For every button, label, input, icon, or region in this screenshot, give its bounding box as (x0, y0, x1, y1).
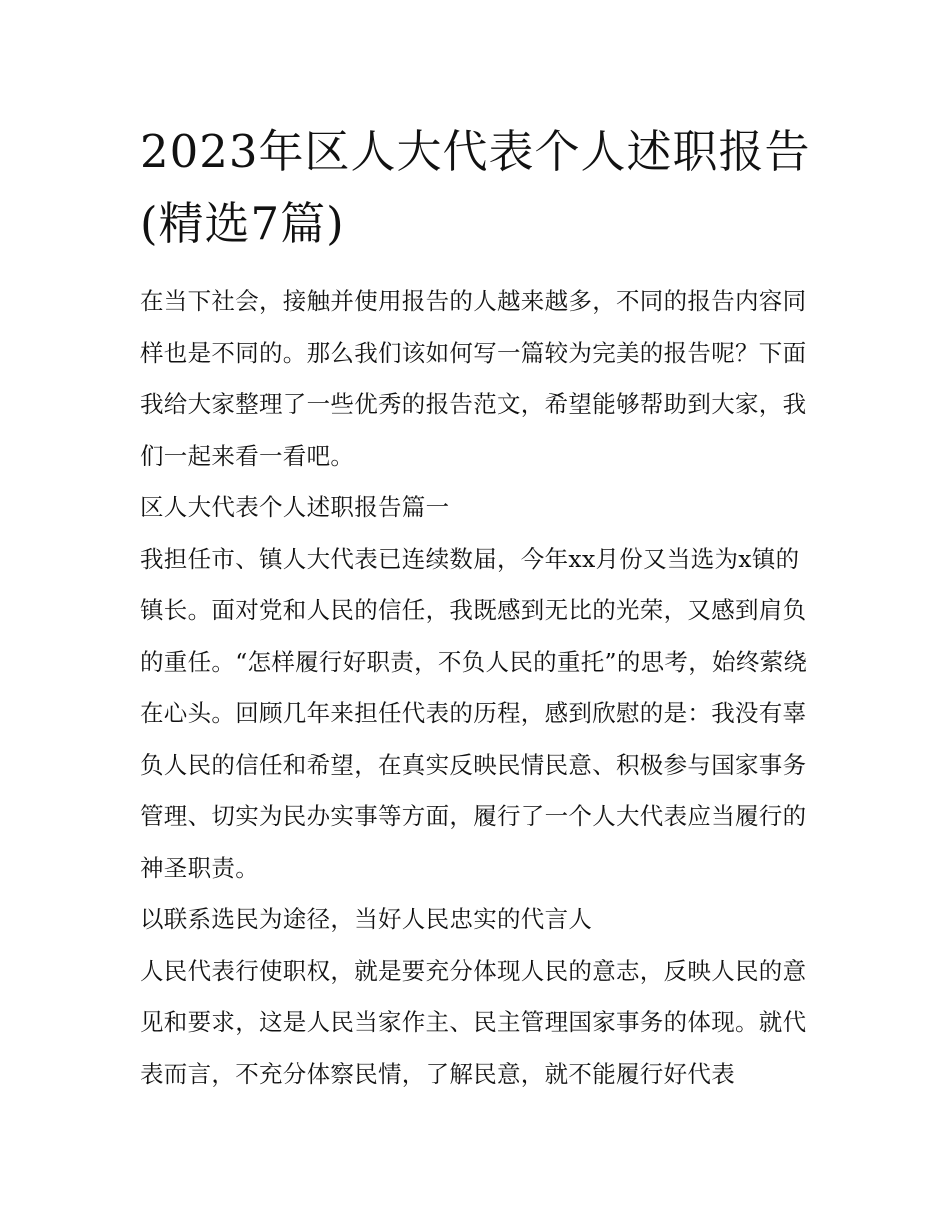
intro-paragraph: 在当下社会，接触并使用报告的人越来越多，不同的报告内容同样也是不同的。那么我们该如何写一篇较为完美的报告呢？下面我给大家整理了一些优秀的报告范文，希望能够帮助到大家，我们一起来看一看吧。 (140, 287, 807, 470)
body-paragraph-1: 我担任市、镇人大代表已连续数届，今年xx月份又当选为x镇的镇长。面对党和人民的信任，我既感到无比的光荣，又感到肩负的重任。“怎样履行好职责，不负人民的重托”的思考，始终萦绕在心头。回顾几年来担任代表的历程，感到欣慰的是：我没有辜负人民的信任和希望，在真实反映民情民意、积极参与国家事务管理、切实为民办实事等方面，履行了一个人大代表应当履行的神圣职责。 (140, 544, 808, 882)
section-heading-1: 区人大代表个人述职报告篇一 (140, 493, 450, 521)
document-title: 2023年区人大代表个人述职报告(精选7篇) (140, 125, 811, 250)
subsection-heading-1: 以联系选民为途径，当好人民忠实的代言人 (140, 905, 593, 933)
body-paragraph-2: 人民代表行使职权，就是要充分体现人民的意志，反映人民的意见和要求，这是人民当家作主、民主管理国家事务的体现。就代表而言，不充分体察民情，了解民意，就不能履行好代表 (140, 956, 807, 1088)
document-body (140, 276, 820, 1100)
